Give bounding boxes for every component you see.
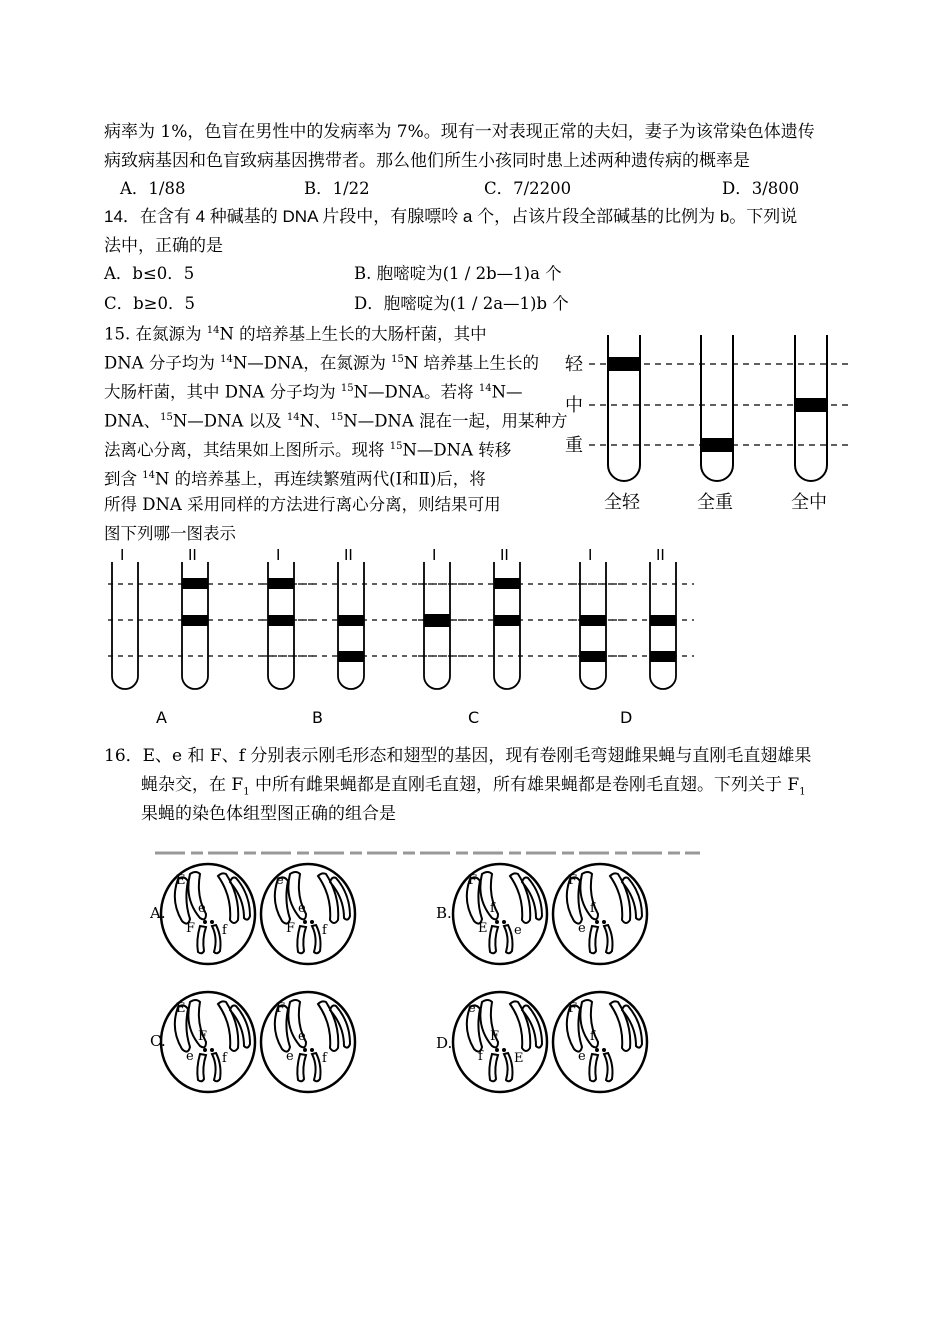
band-b-i-2 bbox=[268, 615, 294, 626]
gene-label: F bbox=[490, 1029, 500, 1044]
q16-cell-b-2 bbox=[553, 864, 647, 964]
q16-cell-d-2 bbox=[553, 992, 647, 1092]
gene-label: F bbox=[186, 921, 196, 936]
band-label-heavy: 重 bbox=[565, 435, 583, 456]
gene-label: e bbox=[186, 1049, 194, 1064]
gene-label: f bbox=[490, 901, 495, 916]
q15-answer-figure bbox=[100, 540, 700, 735]
gene-label: E bbox=[478, 921, 488, 936]
gene-label: e bbox=[468, 1001, 476, 1016]
band-a-ii-2 bbox=[182, 615, 208, 626]
q15-text-line6: 到含 $^{14}$N 的培养基上，再连续繁殖两代(Ⅰ和Ⅱ)后，将 bbox=[104, 469, 486, 489]
band-c-ii-1 bbox=[494, 578, 520, 589]
tube-label-c-ii: II bbox=[500, 546, 509, 564]
q13-option-b: B．1/22 bbox=[304, 179, 370, 198]
q15-text-line3: 大肠杆菌，其中 DNA 分子均为 $^{15}$N—DNA。若将 $^{14}$N— bbox=[104, 382, 523, 402]
tube-label-all-light: 全轻 bbox=[604, 492, 640, 513]
q14-option-c: C．b≥0．5 bbox=[104, 294, 196, 313]
tube-label-b-ii: II bbox=[344, 546, 353, 564]
tube-label-b-i: I bbox=[276, 546, 281, 564]
q15-text-line4: DNA、$^{15}$N—DNA 以及 $^{14}$N、$^{15}$N—DNA 混在一起，用某种方 bbox=[104, 411, 568, 431]
band-b-i-1 bbox=[268, 578, 294, 589]
q16-text-line1: 16．E、e 和 F、f 分别表示刚毛形态和翅型的基因，现有卷刚毛弯翅雌果蝇与直刚毛直翅雄果 bbox=[104, 746, 812, 766]
q16-option-label-c: C. bbox=[150, 1032, 166, 1050]
band-c-i-1 bbox=[424, 614, 450, 627]
q15-text-line2: DNA 分子均为 $^{14}$N—DNA，在氮源为 $^{15}$N 培养基上生长的 bbox=[104, 353, 539, 373]
gene-label: e bbox=[578, 921, 586, 936]
band-all-middle bbox=[795, 398, 827, 412]
q16-option-label-d: D. bbox=[436, 1034, 453, 1052]
gene-label: E bbox=[176, 873, 186, 888]
gene-label: e bbox=[286, 1049, 294, 1064]
q16-cell-c-1 bbox=[161, 992, 255, 1092]
band-label-light: 轻 bbox=[565, 354, 583, 375]
option-label-d: D bbox=[620, 708, 633, 727]
gene-label: F bbox=[198, 1029, 208, 1044]
q13-option-a: A．1/88 bbox=[120, 179, 186, 198]
tube-label-a-i: I bbox=[120, 546, 125, 564]
q14-option-d: D．胞嘧啶为(1 / 2a—1)b 个 bbox=[354, 294, 569, 313]
q15-text-line1: 15. 在氮源为 $^{14}$N 的培养基上生长的大肠杆菌，其中 bbox=[104, 324, 487, 344]
band-d-i-1 bbox=[580, 615, 606, 626]
option-label-c: C bbox=[468, 708, 480, 727]
tube-label-all-heavy: 全重 bbox=[697, 492, 733, 513]
gene-label: e bbox=[276, 873, 284, 888]
gene-label: e bbox=[198, 901, 206, 916]
band-a-ii-1 bbox=[182, 578, 208, 589]
gene-label: e bbox=[298, 901, 306, 916]
gene-label: f bbox=[222, 1051, 227, 1066]
tube-label-d-i: I bbox=[588, 546, 593, 564]
gene-label: E bbox=[176, 1001, 186, 1016]
q13-option-c: C．7/2200 bbox=[484, 179, 572, 198]
q16-cell-a-2 bbox=[261, 864, 355, 964]
gene-label: f bbox=[590, 1029, 595, 1044]
gene-label: F bbox=[276, 1001, 286, 1016]
q14-option-a: A．b≤0．5 bbox=[104, 264, 195, 283]
gene-label: e bbox=[578, 1049, 586, 1064]
tube-label-a-ii: II bbox=[188, 546, 197, 564]
q13-text-line2: 病致病基因和色盲致病基因携带者。那么他们所生小孩同时患上述两种遗传病的概率是 bbox=[104, 151, 750, 171]
tube-label-d-ii: II bbox=[656, 546, 665, 564]
q15-text-line5: 法离心分离，其结果如上图所示。现将 $^{15}$N—DNA 转移 bbox=[104, 440, 512, 460]
band-d-ii-2 bbox=[650, 651, 676, 662]
gene-label: F bbox=[568, 1001, 578, 1016]
q13-option-d: D．3/800 bbox=[722, 179, 800, 198]
gene-label: e bbox=[298, 1029, 306, 1044]
gene-label: f bbox=[322, 1051, 327, 1066]
q16-option-label-a: A. bbox=[150, 904, 166, 922]
q14-text-line2: 法中，正确的是 bbox=[104, 236, 223, 256]
q16-cell-b-1 bbox=[453, 864, 547, 964]
gene-label: F bbox=[568, 873, 578, 888]
q16-text-line3: 果蝇的染色体组型图正确的组合是 bbox=[141, 804, 396, 824]
q14-text-line1: 14．在含有 4 种碱基的 DNA 片段中，有腺嘌呤 a 个，占该片段全部碱基的比例为 b。下列说 bbox=[104, 207, 798, 226]
q16-text-line2: 蝇杂交，在 $F_1$ 中所有雌果蝇都是直刚毛直翅，所有雄果蝇都是卷刚毛直翅。下列关于 $F_1$ bbox=[141, 775, 806, 798]
option-label-a: A bbox=[156, 708, 167, 727]
band-c-ii-2 bbox=[494, 615, 520, 626]
q16-cell-a-1 bbox=[161, 864, 255, 964]
q15-text-line7: 所得 DNA 采用同样的方法进行离心分离，则结果可用 bbox=[104, 495, 501, 514]
q16-cell-c-2 bbox=[261, 992, 355, 1092]
tube-all-heavy bbox=[701, 335, 733, 481]
q15-reference-figure bbox=[555, 330, 855, 520]
q16-option-label-b: B. bbox=[436, 904, 452, 922]
band-label-middle: 中 bbox=[565, 395, 583, 416]
option-label-b: B bbox=[312, 708, 323, 727]
tube-label-all-middle: 全中 bbox=[791, 492, 827, 513]
q14-option-b: B. 胞嘧啶为(1 / 2b—1)a 个 bbox=[354, 264, 562, 283]
band-d-ii-1 bbox=[650, 615, 676, 626]
tube-label-c-i: I bbox=[432, 546, 437, 564]
q16-cell-d-1 bbox=[453, 992, 547, 1092]
gene-label: f bbox=[222, 923, 227, 938]
gene-label: e bbox=[514, 923, 522, 938]
q16-karyotype-figure bbox=[140, 850, 700, 1105]
q13-text-line1: 病率为 1%，色盲在男性中的发病率为 7%。现有一对表现正常的夫妇，妻子为该常染色体遗传 bbox=[104, 122, 815, 142]
gene-label: F bbox=[286, 921, 296, 936]
gene-label: f bbox=[478, 1049, 483, 1064]
q15-text-line8: 图下列哪一图表示 bbox=[104, 524, 236, 543]
gene-label: E bbox=[514, 1051, 524, 1066]
band-all-light bbox=[608, 357, 640, 371]
gene-label: f bbox=[322, 923, 327, 938]
tube-all-light bbox=[608, 335, 640, 481]
gene-label: f bbox=[590, 901, 595, 916]
band-d-i-2 bbox=[580, 651, 606, 662]
band-b-ii-2 bbox=[338, 651, 364, 662]
band-b-ii-1 bbox=[338, 615, 364, 626]
band-all-heavy bbox=[701, 438, 733, 452]
gene-label: F bbox=[468, 873, 478, 888]
